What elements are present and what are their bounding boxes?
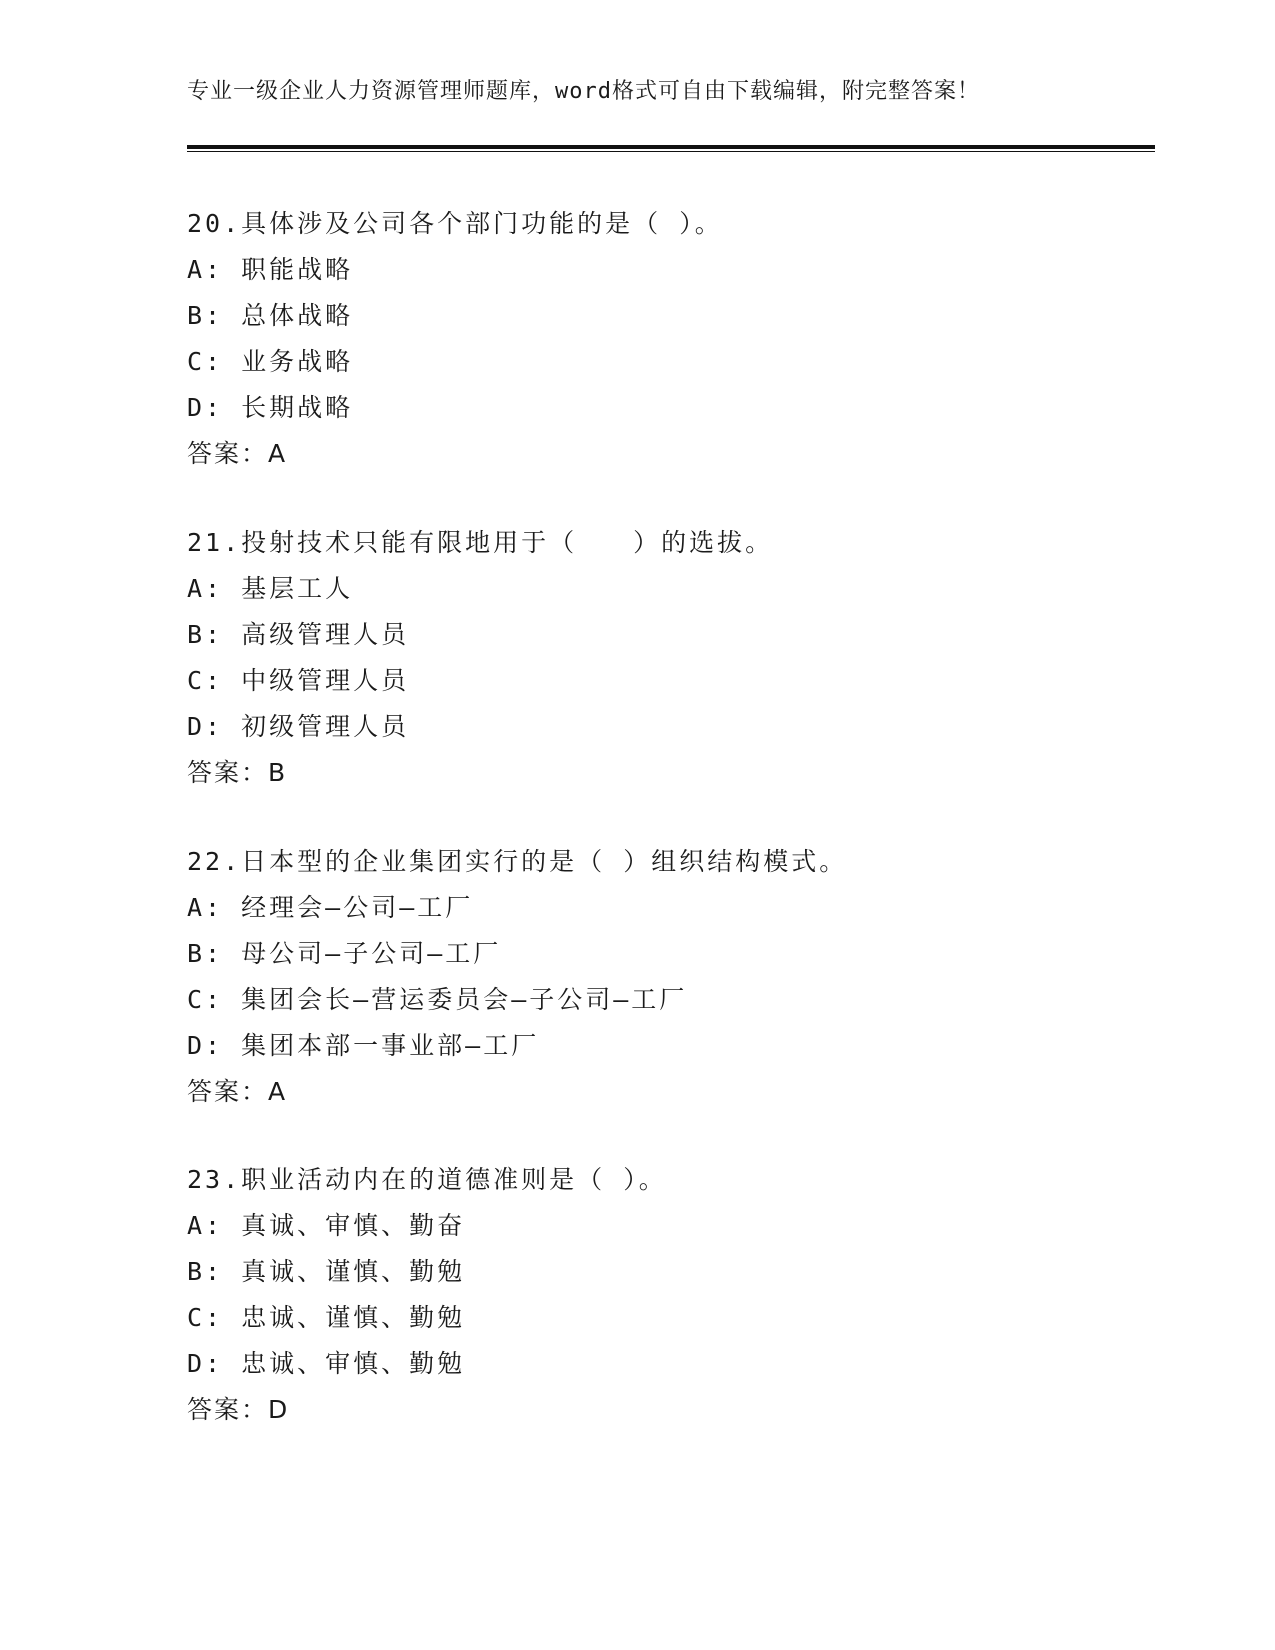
option-c: C: 集团会长—营运委员会—子公司—工厂: [187, 985, 688, 1014]
option-d: D: 忠诚、审慎、勤勉: [187, 1349, 466, 1378]
option-c: C: 业务战略: [187, 347, 354, 376]
option-d: D: 初级管理人员: [187, 712, 410, 741]
page-header: 专业一级企业人力资源管理师题库，word格式可自由下载编辑，附完整答案！: [187, 79, 980, 104]
answer-line: 答案：A: [187, 439, 288, 468]
option-a: A: 经理会—公司—工厂: [187, 893, 474, 922]
option-b: B: 真诚、谨慎、勤勉: [187, 1257, 466, 1286]
option-d: D: 长期战略: [187, 393, 354, 422]
option-a: A: 真诚、审慎、勤奋: [187, 1211, 466, 1240]
question-stem: 22.日本型的企业集团实行的是（ ）组织结构模式。: [187, 847, 848, 876]
option-c: C: 忠诚、谨慎、勤勉: [187, 1303, 466, 1332]
option-a: A: 基层工人: [187, 574, 354, 603]
answer-line: 答案：A: [187, 1077, 288, 1106]
option-d: D: 集团本部一事业部—工厂: [187, 1031, 540, 1060]
option-a: A: 职能战略: [187, 255, 354, 284]
header-divider-thick: [187, 145, 1155, 149]
answer-line: 答案：B: [187, 758, 288, 787]
header-divider-thin: [187, 151, 1155, 152]
question-stem: 21.投射技术只能有限地用于（ ）的选拔。: [187, 528, 774, 557]
question-21: [187, 520, 1155, 796]
question-20: [187, 201, 1155, 477]
question-23: [187, 1157, 1155, 1433]
option-b: B: 高级管理人员: [187, 620, 410, 649]
option-b: B: 总体战略: [187, 301, 354, 330]
question-stem: 20.具体涉及公司各个部门功能的是（ ）。: [187, 209, 723, 238]
question-22: [187, 839, 1155, 1115]
answer-line: 答案：D: [187, 1395, 290, 1424]
question-stem: 23.职业活动内在的道德准则是（ ）。: [187, 1165, 667, 1194]
option-c: C: 中级管理人员: [187, 666, 410, 695]
option-b: B: 母公司—子公司—工厂: [187, 939, 502, 968]
